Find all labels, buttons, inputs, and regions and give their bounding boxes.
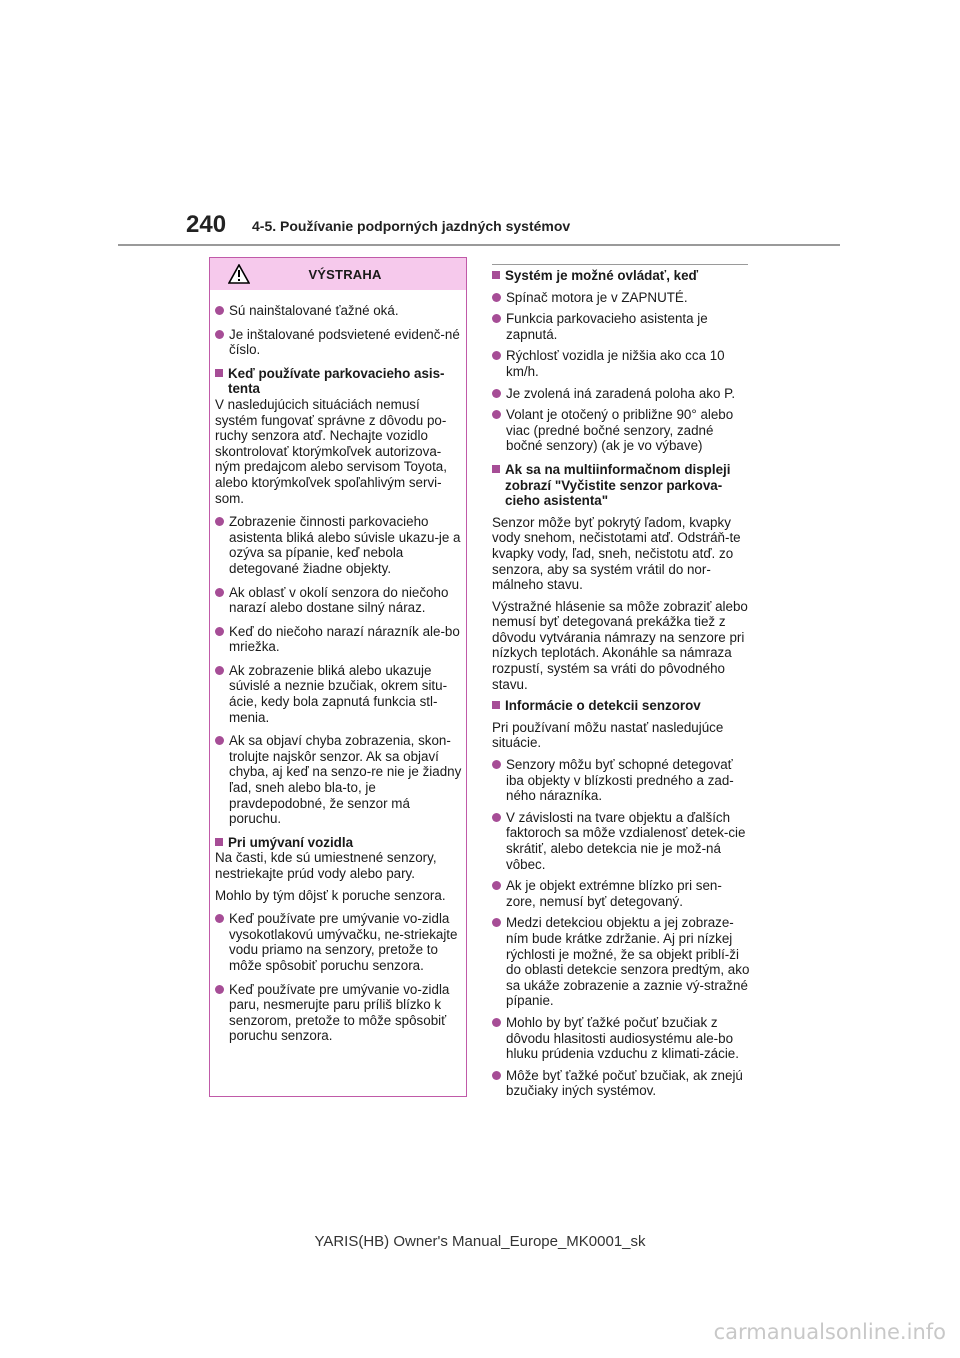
bullet-icon	[492, 1018, 501, 1027]
square-bullet-icon	[492, 701, 500, 709]
bullet-icon	[492, 813, 501, 822]
bullet-icon	[215, 330, 224, 339]
page-number: 240	[186, 211, 227, 238]
list-item: Keď používate pre umývanie vo-zidla vysokotlakovú umývačku, ne-striekajte vodu priamo na senzory, pretože to môže spôsobiť poruchu senzora.	[215, 911, 462, 973]
bullet-icon	[215, 306, 224, 315]
warning-box	[209, 257, 467, 1097]
square-bullet-icon	[215, 838, 223, 846]
list-item: Medzi detekciou objektu a jej zobraze-ním bude krátke zdržanie. Aj pri nízkej rýchlosti je možné, že sa objekt priblí-ži do oblasti detekcie senzora predtým, ako sa ukáže zobrazenie a zaznie vý-stražné pípanie.	[492, 915, 750, 1009]
paragraph: Pri používaní môžu nastať nasledujúce situácie.	[492, 719, 724, 751]
paragraph: Mohlo by tým dôjsť k poruche senzora.	[215, 887, 446, 903]
bullet-icon	[215, 985, 224, 994]
bullet-icon	[492, 410, 501, 419]
column-divider	[492, 264, 748, 265]
watermark: carmanualsonline.info	[713, 1320, 946, 1344]
bullet-icon	[492, 389, 501, 398]
list-item: Ak je objekt extrémne blízko pri sen-zore, nemusí byť detegovaný.	[492, 878, 750, 909]
list-item: Zobrazenie činnosti parkovacieho asistenta bliká alebo súvisle ukazu-je a ozýva sa pípanie, keď nebola detegované žiadne objekty.	[215, 514, 462, 576]
warning-triangle-icon	[228, 264, 250, 284]
warning-title: VÝSTRAHA	[308, 266, 382, 282]
page-header	[0, 0, 960, 250]
list-item: Rýchlosť vozidla je nižšia ako cca 10 km/h.	[492, 348, 750, 379]
bullet-icon	[492, 314, 501, 323]
section-heading: Ak sa na multiinformačnom displeji zobrazí "Vyčistite senzor parkova-cieho asistenta"	[492, 462, 750, 509]
bullet-icon	[492, 881, 501, 890]
square-bullet-icon	[215, 369, 223, 377]
section-heading: Pri umývaní vozidla	[215, 835, 462, 851]
list-item: Sú nainštalované ťažné oká.	[215, 303, 462, 319]
list-item: Ak zobrazenie bliká alebo ukazuje súvislé a neznie bzučiak, okrem situ-ácie, kedy bola zapnutá funkcia stl-menia.	[215, 663, 462, 725]
list-item: Keď používate pre umývanie vo-zidla paru, nesmerujte paru príliš blízko k senzorom, pretože to môže spôsobiť poruchu senzora.	[215, 982, 462, 1044]
right-column	[492, 264, 750, 1099]
bullet-icon	[215, 517, 224, 526]
list-item: Volant je otočený o približne 90° alebo viac (predné bočné senzory, zadné bočné senzory) (ak je vo výbave)	[492, 407, 750, 454]
list-item: V závislosti na tvare objektu a ďalších faktoroch sa môže vzdialenosť detek-cie skrátiť, alebo detekcia nie je mož-ná vôbec.	[492, 810, 750, 872]
section-heading: Keď používate parkovacieho asis-tenta	[215, 366, 462, 397]
bullet-icon	[215, 666, 224, 675]
bullet-icon	[492, 1071, 501, 1080]
paragraph: V nasledujúcich situáciách nemusí systém fungovať správne z dôvodu po-ruchy senzora atď. Nechajte vozidlo skontrolovať ktorýmkoľvek autorizova-ným predajcom alebo servisom Toyota, alebo ktorýmkoľvek spoľahlivým servi-som.	[215, 396, 447, 506]
list-item: Mohlo by byť ťažké počuť bzučiak z dôvodu hlasitosti audiosystému ale-bo hluku prúdenia vzduchu z klimati-zácie.	[492, 1015, 750, 1062]
page-footer: YARIS(HB) Owner's Manual_Europe_MK0001_sk	[314, 1233, 646, 1250]
bullet-icon	[215, 627, 224, 636]
list-item: Keď do niečoho narazí nárazník ale-bo mriežka.	[215, 624, 462, 655]
bullet-icon	[492, 760, 501, 769]
list-item: Funkcia parkovacieho asistenta je zapnutá.	[492, 311, 750, 342]
list-item: Ak sa objaví chyba zobrazenia, skon-trolujte najskôr senzor. Ak sa objaví chyba, aj keď na senzo-re nie je žiadny ľad, sneh alebo bla-to, je pravdepodobné, že senzor má poruchu.	[215, 733, 462, 827]
section-heading: Informácie o detekcii senzorov	[492, 698, 750, 714]
bullet-icon	[215, 588, 224, 597]
section-heading: Systém je možné ovládať, keď	[492, 268, 750, 284]
bullet-icon	[215, 914, 224, 923]
square-bullet-icon	[492, 271, 500, 279]
warning-content	[210, 290, 466, 1044]
list-item: Ak oblasť v okolí senzora do niečoho narazí alebo dostane silný náraz.	[215, 585, 462, 616]
bullet-icon	[492, 918, 501, 927]
paragraph: Senzor môže byť pokrytý ľadom, kvapky vody snehom, nečistotami atď. Odstráň-te kvapky vody, ľad, sneh, nečistotu atď. zo senzora, aby sa systém vrátil do nor-málneho stavu.	[492, 514, 741, 593]
section-title: 4-5. Používanie podporných jazdných systémov	[252, 218, 571, 234]
bullet-icon	[492, 293, 501, 302]
paragraph: Výstražné hlásenie sa môže zobraziť alebo nemusí byť detegovaná prekážka tiež z dôvodu vytvárania námrazy na senzore pri nízkych teplotách. Akonáhle sa námraza rozpustí, systém sa vráti do pôvodného stavu.	[492, 598, 748, 692]
warning-header	[210, 258, 466, 290]
list-item: Je zvolená iná zaradená poloha ako P.	[492, 386, 750, 402]
list-item: Spínač motora je v ZAPNUTÉ.	[492, 290, 750, 306]
list-item: Je inštalované podsvietené evidenč-né číslo.	[215, 327, 462, 358]
square-bullet-icon	[492, 465, 500, 473]
bullet-icon	[215, 736, 224, 745]
list-item: Senzory môžu byť schopné detegovať iba objekty v blízkosti predného a zad-ného nárazníka.	[492, 757, 750, 804]
bullet-icon	[492, 351, 501, 360]
list-item: Môže byť ťažké počuť bzučiak, ak znejú bzučiaky iných systémov.	[492, 1068, 750, 1099]
paragraph: Na časti, kde sú umiestnené senzory, nestriekajte prúd vody alebo pary.	[215, 850, 437, 881]
header-divider	[118, 244, 840, 246]
